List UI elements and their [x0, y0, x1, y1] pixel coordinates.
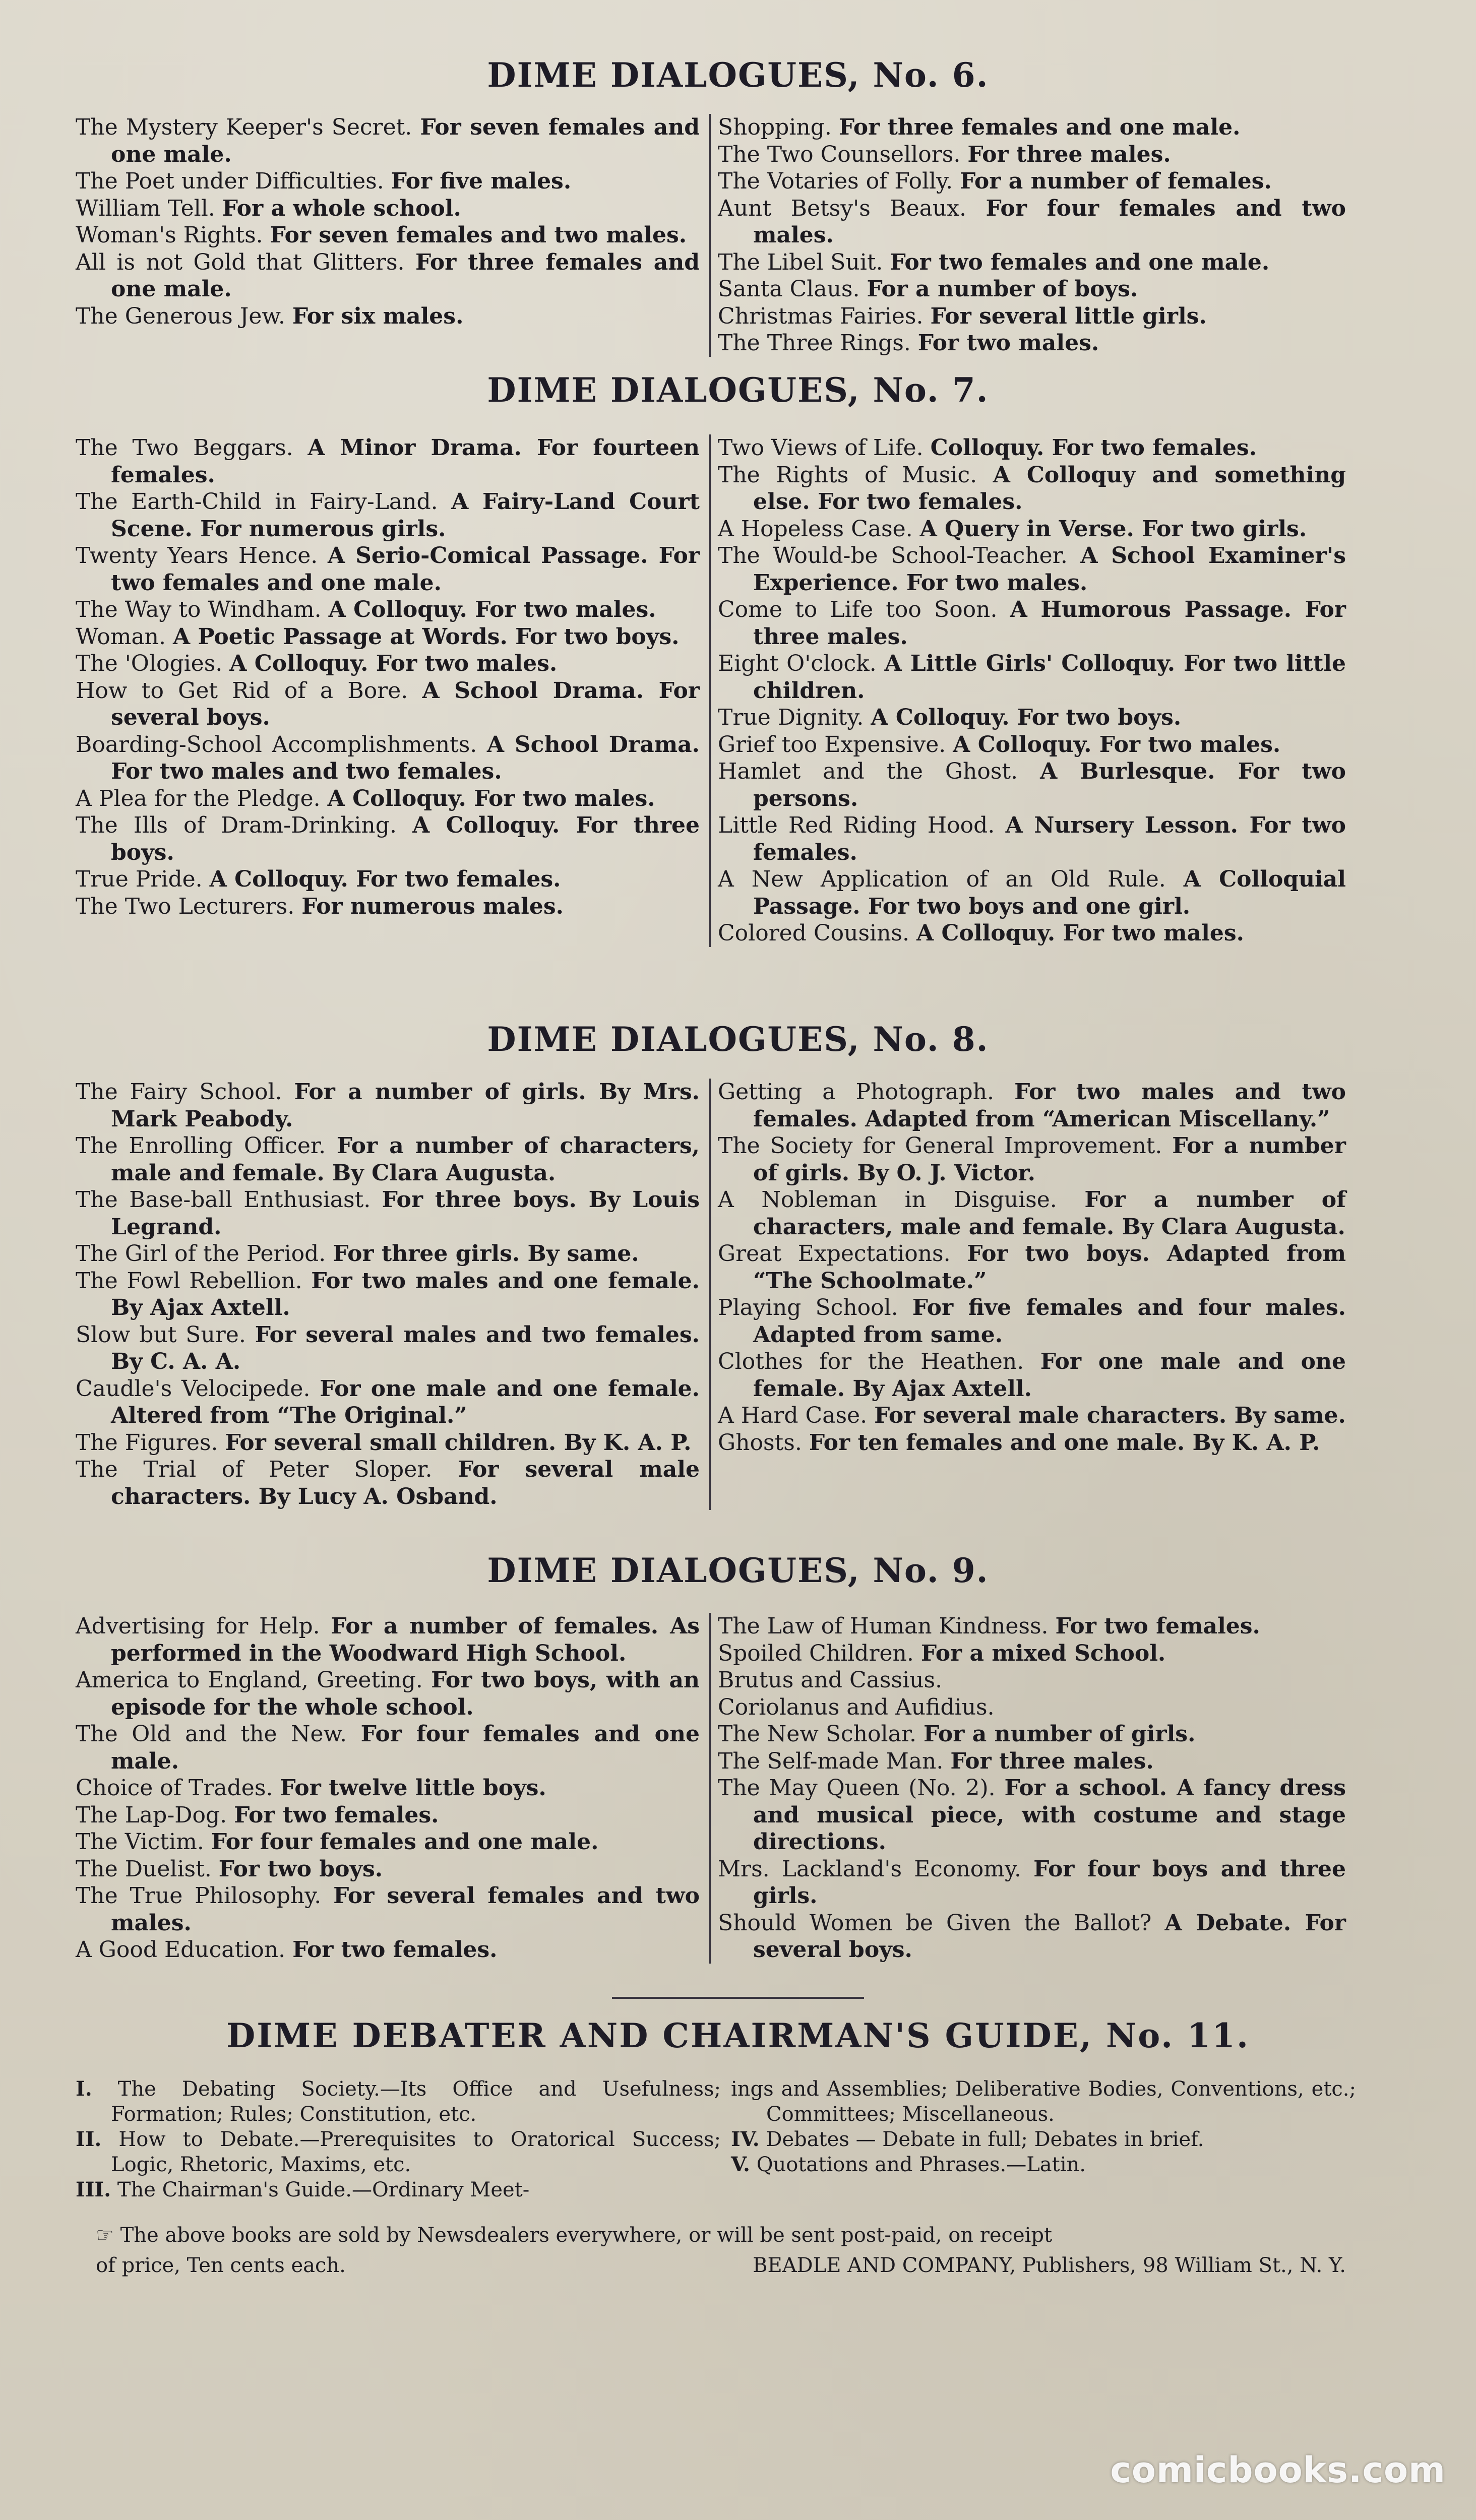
dialogue-title: The Votaries of Folly. — [718, 168, 953, 194]
debater-entry — [76, 2177, 721, 2202]
dialogue-entry — [76, 434, 700, 488]
dialogue-title: Great Expectations. — [718, 1241, 951, 1267]
dialogue-entry — [76, 623, 700, 651]
footer-notice-line-1: ☞ The above books are sold by Newsdealers everywhere, or will be sent post-paid, on receipt — [96, 2224, 1053, 2247]
footer-publisher: BEADLE AND COMPANY, Publishers, 98 William St., N. Y. — [753, 2254, 1346, 2277]
dialogue-entry — [76, 1429, 700, 1457]
dialogue-cast: A Serio-Comical Passage. For two females and one male. — [111, 543, 700, 596]
dialogue-cast: For three females and one male. — [838, 114, 1241, 140]
dialogue-title: The Fairy School. — [76, 1079, 282, 1105]
dialogue-title: Colored Cousins. — [718, 920, 909, 946]
dialogue-cast: For four females and one male. — [111, 1721, 700, 1774]
dialogue-cast: For two males and two females. Adapted from “American Miscellany.” — [753, 1079, 1346, 1132]
dialogue-title: A Hopeless Case. — [718, 516, 913, 542]
dialogue-title: The Girl of the Period. — [76, 1241, 326, 1267]
dialogue-entry — [718, 1748, 1346, 1775]
dialogue-entry — [76, 1856, 700, 1883]
debater-entry-numeral: II. — [76, 2127, 102, 2151]
dialogue-title: Twenty Years Hence. — [76, 543, 318, 569]
section-no-9-left-column — [76, 1613, 711, 1964]
dialogue-cast: A Burlesque. For two persons. — [753, 759, 1346, 811]
dialogue-entry — [76, 1268, 700, 1321]
dialogue-title: The Society for General Improvement. — [718, 1133, 1162, 1159]
dialogue-title: Little Red Riding Hood. — [718, 812, 995, 838]
dialogue-cast: For one male and one female. Altered from “The Original.” — [111, 1375, 700, 1428]
dialogue-cast: A Colloquy. For two males. — [916, 920, 1244, 946]
dialogue-entry — [718, 195, 1346, 249]
section-title-no-9: DIME DIALOGUES, No. 9. — [487, 1551, 989, 1590]
dialogue-cast: For two females. — [292, 1937, 498, 1963]
dialogue-cast: For several male characters. By Lucy A. Osband. — [111, 1457, 700, 1509]
dialogue-entry — [718, 1613, 1346, 1640]
dialogue-entry — [718, 812, 1346, 866]
dialogue-title: A Plea for the Pledge. — [76, 785, 321, 811]
dialogue-cast: For four females and one male. — [211, 1829, 599, 1855]
debater-entry — [76, 2076, 721, 2127]
dialogue-title: The Fowl Rebellion. — [76, 1268, 302, 1294]
dialogue-cast: For three girls. By same. — [333, 1241, 639, 1267]
dialogue-cast: For two females. — [1055, 1613, 1260, 1639]
dialogue-entry — [76, 731, 700, 785]
section-no-7-columns — [76, 434, 1346, 947]
dialogue-title: The 'Ologies. — [76, 651, 223, 676]
debater-columns — [76, 2076, 1356, 2202]
footer-price: of price, Ten cents each. — [96, 2254, 346, 2277]
dialogue-entry — [718, 462, 1346, 516]
section-no-6-left-column — [76, 114, 711, 357]
dialogue-title: Ghosts. — [718, 1429, 802, 1456]
dialogue-entry — [718, 731, 1346, 759]
dialogue-entry — [76, 542, 700, 596]
dialogue-title: Grief too Expensive. — [718, 731, 946, 758]
dialogue-cast: For five males. — [391, 168, 572, 194]
dialogue-entry — [76, 1667, 700, 1721]
debater-entry — [731, 2127, 1356, 2152]
dialogue-title: The Enrolling Officer. — [76, 1133, 326, 1159]
dialogue-entry — [718, 1910, 1346, 1964]
dialogue-entry — [76, 1775, 700, 1802]
dialogue-cast: For a number of females. — [960, 168, 1272, 194]
dialogue-entry — [76, 1186, 700, 1240]
section-no-8-right-column — [711, 1079, 1346, 1510]
dialogue-title: America to England, Greeting. — [76, 1667, 423, 1693]
dialogue-cast: For a number of girls. — [924, 1721, 1196, 1747]
dialogue-entry — [76, 195, 700, 222]
section-no-9-columns — [76, 1613, 1346, 1964]
section-no-8-columns — [76, 1079, 1346, 1510]
dialogue-cast: A School Examiner's Experience. For two males. — [753, 543, 1346, 596]
debater-entry-numeral: I. — [76, 2077, 92, 2101]
dialogue-entry — [718, 1667, 1346, 1694]
dialogue-title: The Old and the New. — [76, 1721, 347, 1747]
dialogue-cast: Colloquy. For two females. — [930, 435, 1257, 461]
dialogue-title: Getting a Photograph. — [718, 1079, 995, 1105]
dialogue-title: Boarding-School Accomplishments. — [76, 731, 477, 758]
dialogue-title: Should Women be Given the Ballot? — [718, 1910, 1152, 1936]
dialogue-cast: For three males. — [967, 141, 1171, 167]
dialogue-entry — [76, 596, 700, 623]
dialogue-cast: A Colloquy. For two females. — [209, 866, 561, 892]
dialogue-cast: For two females and one male. — [890, 249, 1270, 275]
dialogue-entry — [76, 1079, 700, 1132]
dialogue-title: Spoiled Children. — [718, 1640, 914, 1666]
section-title-no-7: DIME DIALOGUES, No. 7. — [487, 370, 989, 410]
dialogue-entry — [76, 1456, 700, 1510]
dialogue-entry — [76, 893, 700, 920]
dialogue-cast: A Nursery Lesson. For two females. — [753, 812, 1346, 865]
dialogue-cast: For twelve little boys. — [280, 1775, 546, 1801]
dialogue-cast: For seven females and one male. — [111, 114, 700, 167]
dialogue-entry — [718, 1402, 1346, 1429]
dialogue-entry — [76, 114, 700, 168]
dialogue-title: Slow but Sure. — [76, 1321, 246, 1348]
dialogue-title: The Two Beggars. — [76, 435, 293, 461]
dialogue-entry — [718, 1721, 1346, 1748]
dialogue-cast: A Humorous Passage. For three males. — [753, 597, 1346, 650]
dialogue-cast: For a number of characters, male and female. By Clara Augusta. — [111, 1133, 700, 1186]
dialogue-cast: For several females and two males. — [111, 1883, 700, 1936]
dialogue-title: The Would-be School-Teacher. — [718, 543, 1068, 569]
dialogue-title: The Two Counsellors. — [718, 141, 961, 167]
dialogue-entry — [718, 249, 1346, 276]
dialogue-entry — [718, 516, 1346, 543]
dialogue-entry — [76, 488, 700, 542]
dialogue-entry — [718, 758, 1346, 812]
section-no-6-columns — [76, 114, 1346, 357]
dialogue-title: The Law of Human Kindness. — [718, 1613, 1049, 1639]
dialogue-cast: A Colloquy. For two males. — [328, 597, 656, 622]
dialogue-title: The Trial of Peter Sloper. — [76, 1457, 433, 1482]
dialogue-cast: A Debate. For several boys. — [753, 1910, 1346, 1963]
dialogue-entry — [718, 542, 1346, 596]
dialogue-entry — [718, 1429, 1346, 1457]
dialogue-entry — [718, 650, 1346, 704]
dialogue-title: Coriolanus and Aufidius. — [718, 1694, 995, 1720]
dialogue-title: The Mystery Keeper's Secret. — [76, 114, 412, 140]
debater-right-column — [731, 2076, 1356, 2202]
footer-notice-line-2 — [96, 2253, 1346, 2278]
debater-entry — [731, 2076, 1356, 2127]
debater-left-column — [76, 2076, 731, 2202]
dialogue-title: True Pride. — [76, 866, 203, 892]
dialogue-title: The Three Rings. — [718, 330, 911, 356]
dialogue-title: The Earth-Child in Fairy-Land. — [76, 489, 438, 515]
dialogue-title: Brutus and Cassius. — [718, 1667, 943, 1693]
dialogue-entry — [718, 866, 1346, 920]
debater-line-plain — [0, 0, 1, 1]
debater-entry-text: Quotations and Phrases.—Latin. — [756, 2153, 1086, 2176]
dialogue-entry — [76, 1613, 700, 1667]
dialogue-cast: For two males and one female. By Ajax Axtell. — [111, 1268, 700, 1320]
dialogue-cast: For a number of girls. By Mrs. Mark Peabody. — [111, 1079, 700, 1132]
dialogue-cast: For ten females and one male. By K. A. P. — [809, 1429, 1320, 1456]
dialogue-entry — [718, 1775, 1346, 1856]
dialogue-entry — [76, 1321, 700, 1375]
dialogue-entry — [718, 114, 1346, 141]
dialogue-title: Playing School. — [718, 1295, 898, 1320]
dialogue-entry — [76, 303, 700, 330]
watermark-logo: comicbooks.com — [1110, 2449, 1446, 2491]
dialogue-title: Choice of Trades. — [76, 1775, 273, 1801]
dialogue-cast: A Poetic Passage at Words. For two boys. — [173, 623, 680, 650]
dialogue-cast: A Colloquial Passage. For two boys and one girl. — [753, 866, 1346, 919]
dialogue-cast: For two boys. Adapted from “The Schoolmate.” — [753, 1241, 1346, 1294]
dialogue-cast: For two boys, with an episode for the whole school. — [111, 1667, 700, 1720]
dialogue-title: The Victim. — [76, 1829, 204, 1855]
dialogue-entry — [76, 785, 700, 812]
dialogue-title: Eight O'clock. — [718, 651, 877, 676]
dialogue-title: A Good Education. — [76, 1937, 286, 1963]
dialogue-title: Hamlet and the Ghost. — [718, 759, 1018, 784]
dialogue-entry — [718, 1132, 1346, 1186]
dialogue-entry — [76, 1802, 700, 1829]
dialogue-title: The Figures. — [76, 1429, 218, 1456]
dialogue-title: The Duelist. — [76, 1856, 212, 1882]
debater-entry — [731, 2152, 1356, 2177]
dialogue-title: A Hard Case. — [718, 1403, 868, 1428]
dialogue-cast: For several small children. By K. A. P. — [225, 1429, 692, 1456]
divider-rule — [612, 1997, 864, 1999]
dialogue-entry — [76, 1721, 700, 1775]
dialogue-entry — [718, 330, 1346, 357]
dialogue-entry — [76, 1936, 700, 1964]
dialogue-entry — [76, 650, 700, 677]
section-no-8-left-column — [76, 1079, 711, 1510]
debater-entry-text: The Debating Society.—Its Office and Usefulness; Formation; Rules; Constitution, etc. — [111, 2077, 721, 2126]
dialogue-entry — [76, 1882, 700, 1936]
dialogue-entry — [718, 168, 1346, 195]
dialogue-cast: For two boys. — [218, 1856, 383, 1882]
dialogue-title: Woman. — [76, 623, 166, 650]
dialogue-entry — [718, 1240, 1346, 1294]
section-title-no-6: DIME DIALOGUES, No. 6. — [487, 55, 989, 95]
dialogue-title: The Poet under Difficulties. — [76, 168, 384, 194]
dialogue-title: The Two Lecturers. — [76, 893, 295, 919]
dialogue-cast: A Colloquy. For two males. — [953, 731, 1281, 758]
dialogue-entry — [76, 1132, 700, 1186]
dialogue-cast: A School Drama. For two males and two females. — [111, 731, 700, 784]
section-no-7-right-column — [711, 434, 1346, 947]
dialogue-title: The Lap-Dog. — [76, 1802, 227, 1828]
dialogue-title: True Dignity. — [718, 705, 864, 730]
dialogue-cast: A Colloquy. For two males. — [327, 785, 655, 811]
dialogue-cast: A Colloquy. For three boys. — [111, 812, 700, 865]
dialogue-cast: A Fairy-Land Court Scene. For numerous girls. — [111, 489, 700, 542]
dialogue-entry — [718, 434, 1346, 462]
dialogue-title: How to Get Rid of a Bore. — [76, 677, 408, 704]
dialogue-cast: For several male characters. By same. — [874, 1403, 1346, 1428]
dialogue-title: The Way to Windham. — [76, 597, 322, 622]
dialogue-entry — [76, 812, 700, 866]
dialogue-cast: For a number of boys. — [867, 276, 1138, 302]
dialogue-title: All is not Gold that Glitters. — [76, 249, 405, 275]
debater-entry-numeral: V. — [731, 2153, 750, 2176]
dialogue-title: Woman's Rights. — [76, 222, 263, 248]
dialogue-entry — [718, 1348, 1346, 1402]
dialogue-cast: For two females. — [234, 1802, 439, 1828]
dialogue-cast: A Little Girls' Colloquy. For two little children. — [753, 651, 1346, 704]
dialogue-title: William Tell. — [76, 195, 215, 221]
dialogue-title: The True Philosophy. — [76, 1883, 322, 1909]
dialogue-cast: For a whole school. — [222, 195, 461, 221]
dialogue-title: Christmas Fairies. — [718, 303, 924, 329]
dialogue-title: Two Views of Life. — [718, 435, 924, 461]
dialogue-cast: A School Drama. For several boys. — [111, 677, 700, 730]
dialogue-entry — [718, 596, 1346, 650]
dialogue-cast: For six males. — [292, 303, 464, 329]
debater-entry-numeral: III. — [76, 2178, 111, 2201]
dialogue-cast: For numerous males. — [301, 893, 564, 919]
dialogue-title: Shopping. — [718, 114, 832, 140]
debater-entry-text: Debates — Debate in full; Debates in brief. — [766, 2128, 1204, 2151]
debater-entry — [76, 2127, 721, 2177]
debater-entry-numeral: IV. — [731, 2127, 760, 2151]
dialogue-cast: For two males. — [917, 330, 1099, 356]
dialogue-entry — [718, 1694, 1346, 1721]
section-title-no-8: DIME DIALOGUES, No. 8. — [487, 1020, 989, 1059]
dialogue-entry — [76, 1375, 700, 1429]
dialogue-cast: A Query in Verse. For two girls. — [919, 516, 1307, 542]
dialogue-title: Mrs. Lackland's Economy. — [718, 1856, 1021, 1882]
dialogue-entry — [718, 1186, 1346, 1240]
dialogue-title: The Rights of Music. — [718, 462, 977, 488]
section-no-6-right-column — [711, 114, 1346, 357]
dialogue-title: Caudle's Velocipede. — [76, 1375, 311, 1402]
dialogue-entry — [718, 1079, 1346, 1132]
dialogue-title: The Self-made Man. — [718, 1748, 944, 1774]
dialogue-cast: For a school. A fancy dress and musical piece, with costume and stage directions. — [753, 1775, 1346, 1855]
dialogue-cast: A Minor Drama. For fourteen females. — [111, 435, 700, 488]
debater-entry-text: ings and Assemblies; Deliberative Bodies, Conventions, etc.; Committees; Miscellaneous. — [731, 2077, 1356, 2126]
dialogue-cast: A Colloquy. For two boys. — [871, 705, 1182, 730]
dialogue-entry — [718, 1294, 1346, 1348]
dialogue-entry — [718, 704, 1346, 731]
dialogue-entry — [718, 1640, 1346, 1667]
dialogue-entry — [76, 249, 700, 303]
dialogue-entry — [718, 1856, 1346, 1910]
dialogue-entry — [718, 141, 1346, 168]
dialogue-title: The May Queen (No. 2). — [718, 1775, 996, 1801]
dialogue-cast: For three boys. By Louis Legrand. — [111, 1187, 700, 1240]
dialogue-title: Clothes for the Heathen. — [718, 1349, 1024, 1374]
dialogue-entry — [76, 168, 700, 195]
dialogue-entry — [76, 866, 700, 893]
dialogue-cast: For a number of girls. By O. J. Victor. — [753, 1133, 1346, 1186]
dialogue-cast: For three females and one male. — [111, 249, 700, 302]
dialogue-cast: For several males and two females. By C. A. A. — [111, 1321, 700, 1374]
dialogue-entry — [76, 1240, 700, 1268]
dialogue-cast: For five females and four males. Adapted from same. — [753, 1295, 1346, 1348]
dialogue-cast: For a number of characters, male and female. By Clara Augusta. — [753, 1187, 1346, 1240]
dialogue-entry — [76, 677, 700, 731]
section-no-9-right-column — [711, 1613, 1346, 1964]
dialogue-title: The Base-ball Enthusiast. — [76, 1187, 371, 1213]
dialogue-cast: For seven females and two males. — [270, 222, 687, 248]
dialogue-entry — [718, 276, 1346, 303]
dialogue-cast: For three males. — [950, 1748, 1154, 1774]
dialogue-title: A Nobleman in Disguise. — [718, 1187, 1057, 1213]
dialogue-title: Come to Life too Soon. — [718, 597, 998, 622]
debater-entry-text: How to Debate.—Prerequisites to Oratorical Success; Logic, Rhetoric, Maxims, etc. — [111, 2128, 721, 2176]
dialogue-cast: A Colloquy and something else. For two females. — [753, 462, 1346, 515]
dialogue-entry — [718, 920, 1346, 947]
dialogue-title: A New Application of an Old Rule. — [718, 866, 1166, 892]
dialogue-title: The Ills of Dram-Drinking. — [76, 812, 397, 838]
debater-title: DIME DEBATER AND CHAIRMAN'S GUIDE, No. 11. — [226, 2016, 1250, 2055]
dialogue-cast: For several little girls. — [930, 303, 1207, 329]
dialogue-entry — [76, 1829, 700, 1856]
dialogue-title: Advertising for Help. — [76, 1613, 320, 1639]
dialogue-title: The Libel Suit. — [718, 249, 883, 275]
dialogue-cast: For four boys and three girls. — [753, 1856, 1346, 1909]
dialogue-cast: For four females and two males. — [753, 195, 1346, 248]
dialogue-title: The New Scholar. — [718, 1721, 917, 1747]
dialogue-entry — [718, 303, 1346, 330]
dialogue-title: Santa Claus. — [718, 276, 860, 302]
dialogue-cast: For a number of females. As performed in the Woodward High School. — [111, 1613, 700, 1666]
debater-entry-text: The Chairman's Guide.—Ordinary Meet- — [117, 2178, 530, 2201]
dialogue-cast: For a mixed School. — [920, 1640, 1166, 1666]
dialogue-cast: For one male and one female. By Ajax Axtell. — [753, 1349, 1346, 1402]
section-no-7-left-column — [76, 434, 711, 947]
dialogue-entry — [76, 222, 700, 249]
dialogue-cast: A Colloquy. For two males. — [229, 651, 558, 676]
dialogue-title: Aunt Betsy's Beaux. — [718, 195, 967, 221]
dialogue-title: The Generous Jew. — [76, 303, 285, 329]
